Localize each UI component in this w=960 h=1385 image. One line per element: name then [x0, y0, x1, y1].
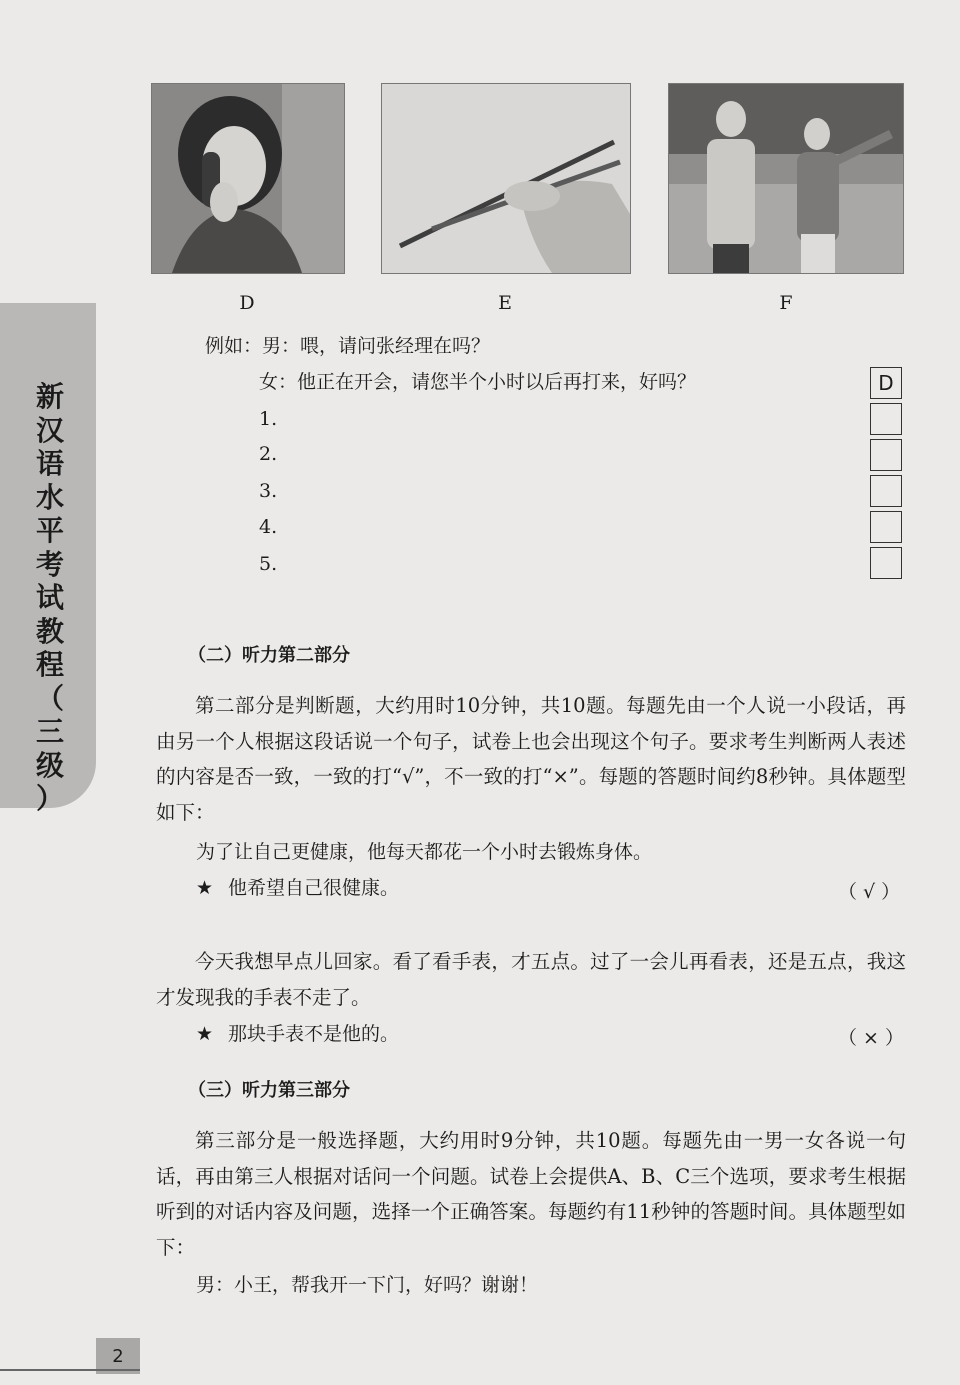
title-char: 教 — [35, 614, 64, 648]
star-icon: ★ — [196, 877, 214, 899]
title-char: 汉 — [35, 413, 64, 447]
question-number: 1. — [259, 408, 278, 430]
question-number: 5. — [259, 553, 278, 575]
part2-example2-statement: 那块手表不是他的。 — [228, 1023, 400, 1045]
part3-heading: （三）听力第三部分 — [188, 1080, 350, 1101]
title-char: 水 — [35, 480, 64, 514]
image-label-d: D — [239, 292, 255, 314]
part2-example1-statement: 他希望自己很健康。 — [228, 877, 400, 899]
image-label-e: E — [498, 292, 512, 314]
question-number: 2. — [259, 443, 278, 465]
title-char: 考 — [35, 547, 64, 581]
question-number: 4. — [259, 516, 278, 538]
page-number: 2 — [96, 1338, 140, 1374]
chopsticks-photo — [381, 83, 631, 274]
part2-heading: （二）听力第二部分 — [188, 645, 350, 666]
title-char: 语 — [35, 447, 64, 480]
title-char: 新 — [35, 380, 64, 413]
part2-example2-text: 今天我想早点儿回家。看了看手表，才五点。过了一会儿再看表，还是五点，我这才发现我的手表不走了。 — [156, 950, 906, 1009]
answer-box-5[interactable] — [870, 547, 902, 579]
example-answer-box: D — [870, 367, 902, 399]
part2-example1-mark: （ √ ） — [838, 881, 901, 903]
title-char: 三 — [35, 715, 64, 748]
book-title — [28, 380, 72, 816]
woman-on-phone-image — [152, 84, 344, 273]
title-char: 程 — [35, 648, 64, 681]
answer-box-3[interactable] — [870, 475, 902, 507]
page-footer-rule — [0, 1369, 140, 1371]
title-char: ） — [35, 782, 64, 815]
man-and-woman-pointing-photo — [668, 83, 904, 274]
woman-on-phone-photo — [151, 83, 345, 274]
example-line-2: 女：他正在开会，请您半个小时以后再打来，好吗？ — [259, 371, 697, 393]
part3-intro: 第三部分是一般选择题，大约用时9分钟，共10题。每题先由一男一女各说一句话，再由第三人根据对话问一个问题。试卷上会提供A、B、C三个选项，要求考生根据听到的对话内容及问题，选择一个正确答案。每题约有11秒钟的答题时间。具体题型如下： — [156, 1129, 906, 1259]
chopsticks-image — [382, 84, 630, 273]
man-and-woman-image — [669, 84, 903, 273]
part3-dialog-line-1: 男：小王，帮我开一下门，好吗？谢谢！ — [196, 1274, 539, 1296]
example-line-1: 例如：男：喂，请问张经理在吗？ — [205, 335, 491, 357]
part2-example1-text: 为了让自己更健康，他每天都花一个小时去锻炼身体。 — [196, 841, 653, 863]
part2-intro: 第二部分是判断题，大约用时10分钟，共10题。每题先由一个人说一小段话，再由另一个人根据这段话说一个句子，试卷上也会出现这个句子。要求考生判断两人表述的内容是否一致，一致的打“√”，不一致的打“×”。每题的答题时间约8秒钟。具体题型如下： — [156, 694, 906, 824]
answer-box-1[interactable] — [870, 403, 902, 435]
title-char: （ — [35, 681, 64, 715]
image-label-f: F — [779, 292, 793, 314]
question-number: 3. — [259, 480, 278, 502]
title-char: 试 — [35, 581, 64, 614]
answer-box-4[interactable] — [870, 511, 902, 543]
star-icon: ★ — [196, 1023, 214, 1045]
answer-box-2[interactable] — [870, 439, 902, 471]
title-char: 级 — [35, 748, 64, 782]
title-char: 平 — [35, 514, 64, 547]
part2-example2-mark: （ × ） — [838, 1027, 904, 1049]
